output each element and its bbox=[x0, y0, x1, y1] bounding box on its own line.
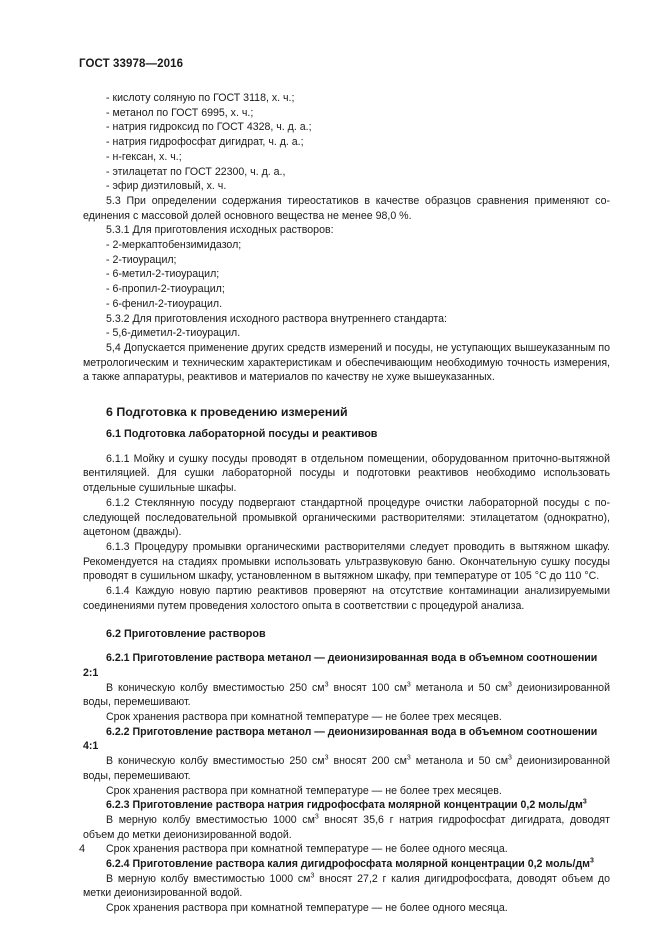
superscript: 3 bbox=[590, 857, 594, 865]
paragraph-6-1-1: 6.1.1 Мойку и сушку посуды проводят в отдельном помещении, оборудованном приточно-вытяжной вентиляцией. Для сушки лабораторной посуды и подготовки реактивов необходимо использовать отдельные сушильные шкафы. bbox=[83, 452, 610, 495]
page-number: 4 bbox=[79, 843, 86, 855]
heading-6-2-2: 6.2.2 Приготовление раствора метанол — деионизированная вода в объемном соотношении 4:1 bbox=[83, 725, 598, 753]
paragraph-6-2-2: В коническую колбу вместимостью 250 $см^3$ вносят 200 $см^3$ метанола и 50 $см^3$ деионизированной воды, перемешивают. bbox=[83, 754, 610, 782]
superscript: 3 bbox=[324, 754, 329, 762]
storage-note-6-2-2: Срок хранения раствора при комнатной температуре — не более трех месяцев. bbox=[106, 784, 502, 797]
heading-6-2-4: 6.2.4 Приготовление раствора калия дигидрофосфата молярной концентрации 0,2 моль/$дм^3$ bbox=[106, 857, 594, 871]
list-item: - 2-меркаптобензимидазол; bbox=[106, 239, 242, 252]
paragraph-6-1-3: 6.1.3 Процедуру промывки органическими растворителями следует проводить в вытяжном шкафу. Рекомендуется на стадиях промывки использовать ультразвуковую баню. Окончательную сушку посуды проводят в сушильном шкафу, установленном в вытяжном шкафу, при температуре от 105 °С до 110 °С. bbox=[83, 540, 610, 583]
heading-6-2-1: 6.2.1 Приготовление раствора метанол — деионизированная вода в объемном соотношении 2:1 bbox=[83, 652, 598, 679]
paragraph-5-3-1: 5.3.1 Для приготовления исходных растворов: bbox=[106, 224, 334, 237]
storage-note-6-2-4: Срок хранения раствора при комнатной температуре — не более одного месяца. bbox=[106, 902, 508, 915]
list-item: - 6-фенил-2-тиоурацил. bbox=[106, 297, 223, 310]
list-item: - метанол по ГОСТ 6995, х. ч.; bbox=[106, 106, 254, 119]
reagent-list bbox=[83, 91, 610, 194]
list-item: - натрия гидроксид по ГОСТ 4328, ч. д. а.; bbox=[106, 121, 312, 134]
superscript: 3 bbox=[324, 681, 329, 689]
list-item: - н-гексан, х. ч.; bbox=[106, 150, 182, 163]
storage-note-6-2-3: Срок хранения раствора при комнатной температуре — не более одного месяца. bbox=[106, 843, 508, 856]
list-item: - натрия гидрофосфат дигидрат, ч. д. а.; bbox=[106, 136, 304, 149]
superscript: 3 bbox=[310, 872, 315, 880]
paragraph-6-2-1: В коническую колбу вместимостью 250 $см^3$ вносят 100 $см^3$ метанола и 50 $см^3$ деионизированной воды, перемешивают. bbox=[83, 681, 610, 709]
list-item: - 6-метил-2-тиоурацил; bbox=[106, 268, 220, 281]
document-header: ГОСТ 33978—2016 bbox=[79, 58, 184, 70]
document-body bbox=[83, 91, 610, 916]
paragraph-5-4: 5,4 Допускается применение других средств измерений и посуды, не уступающих вышеуказанным по метрологическим и техническим характеристикам и обеспечивающим необходимую точность измерения, а также аппаратуры, реактивов и материалов по качеству не хуже вышеуказанных. bbox=[83, 341, 610, 384]
list-item: - 2-тиоурацил; bbox=[106, 253, 177, 266]
list-item: - кислоту соляную по ГОСТ 3118, х. ч.; bbox=[106, 92, 295, 104]
list-item: - 5,6-диметил-2-тиоурацил. bbox=[106, 327, 241, 340]
standards-list bbox=[83, 238, 610, 312]
superscript: 3 bbox=[314, 813, 319, 821]
superscript: 3 bbox=[508, 754, 512, 762]
paragraph-6-2-3: В мерную колбу вместимостью 1000 $см^3$ вносят 35,6 г натрия гидрофосфат дигидрата, доводят объем до метки деионизированной водой. bbox=[83, 813, 610, 841]
paragraph-5-3: 5.3 При определении содержания тиреостатиков в качестве образцов сравнения применяют соединения с массовой долей основного вещества не менее 98,0 %. bbox=[83, 194, 610, 222]
subsection-6-2-title: 6.2 Приготовление растворов bbox=[106, 627, 266, 640]
superscript: 3 bbox=[406, 754, 411, 762]
paragraph-6-1-2: 6.1.2 Стеклянную посуду подвергают стандартной процедуре очистки лабораторной посуды с последующей последовательной промывкой органическими растворителями: этилацетатом (однократно), ацетоном (дважды). bbox=[83, 496, 610, 539]
subsection-6-1-title: 6.1 Подготовка лабораторной посуды и реактивов bbox=[106, 428, 378, 441]
paragraph-5-3-2: 5.3.2 Для приготовления исходного раствора внутреннего стандарта: bbox=[106, 312, 447, 325]
list-item: - 6-пропил-2-тиоурацил; bbox=[106, 283, 225, 296]
paragraph-6-2-4: В мерную колбу вместимостью 1000 $см^3$ вносят 27,2 г калия дигидрофосфата, доводят объем до метки деионизированной водой. bbox=[83, 872, 611, 900]
superscript: 3 bbox=[508, 681, 512, 689]
superscript: 3 bbox=[582, 798, 587, 806]
heading-6-2-3: 6.2.3 Приготовление раствора натрия гидрофосфата молярной концентрации 0,2 моль/$дм^3$ bbox=[106, 798, 587, 812]
list-item: - этилацетат по ГОСТ 22300, ч. д. а., bbox=[106, 165, 286, 178]
storage-note-6-2-1: Срок хранения раствора при комнатной температуре — не более трех месяцев. bbox=[106, 711, 502, 724]
section-6-title: 6 Подготовка к проведению измерений bbox=[106, 405, 348, 420]
paragraph-6-1-4: 6.1.4 Каждую новую партию реактивов проверяют на отсутствие контаминации анализируемыми соединениями путем проведения холостого опыта в соответствии с процедурой анализа. bbox=[83, 585, 610, 612]
superscript: 3 bbox=[406, 681, 411, 689]
list-item: - эфир диэтиловый, х. ч. bbox=[106, 180, 227, 193]
